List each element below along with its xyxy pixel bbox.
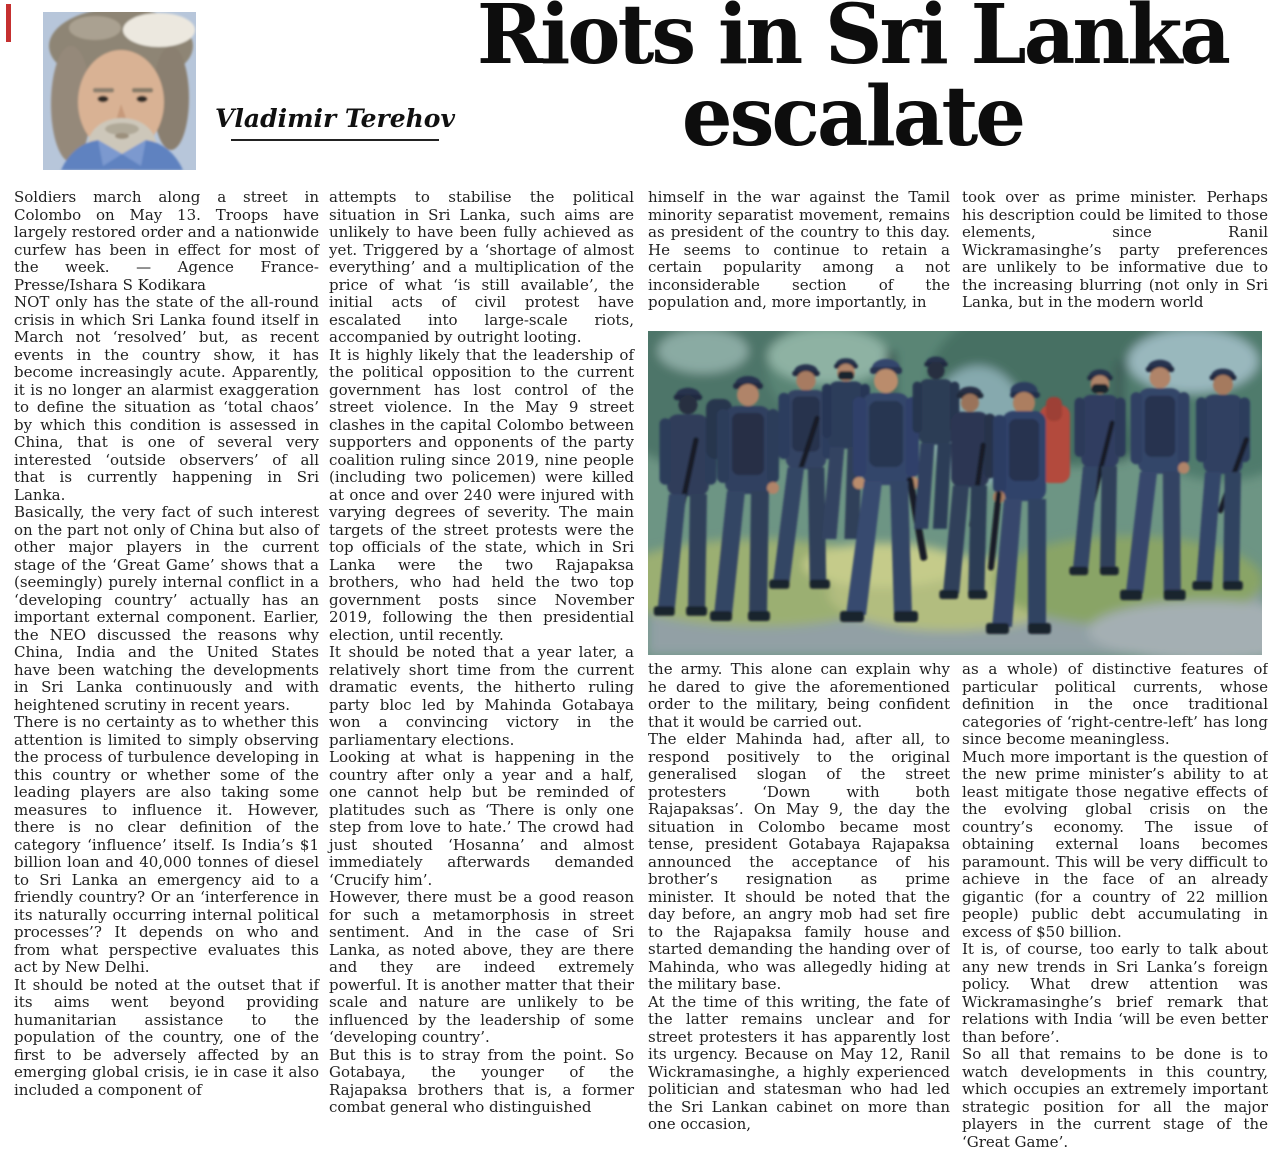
column-3-above-photo [648,189,950,330]
paragraph: However, there must be a good reason for such a metamorphosis in street sentiment. And in the case of Sri Lanka, as noted above, they are there and they are indeed extremely powerful. It is another matter that their scale and nature are unlikely to be influenced by the leadership of some ‘developing country’. [329,888,634,1046]
column-2 [329,189,634,1117]
caption-credit-paragraph: Soldiers march along a street in Colombo on May 13. Troops have largely restored order and a nationwide curfew has been in effect for most of the week. — Agence France-Presse/Ishara S Kodikara [14,188,319,294]
red-margin-mark [6,4,11,42]
paragraph: It should be noted at the outset that if its aims went beyond providing humanitarian assistance to the population of the country, one of the first to be adversely affected by an emerging global crisis, ie in case it also included a component of [14,975,319,1099]
paragraph: the army. This alone can explain why he dared to give the aforementioned order to the military, being confident that it would be carried out. [648,661,950,731]
headline-line1: Riots in Sri Lanka [476,0,1229,83]
paragraph: But this is to stray from the point. So Gotabaya, the younger of the Rajapaksa brothers that is, a former combat general who distinguished [329,1045,634,1116]
column-3-below-photo [648,661,950,1173]
byline-rule [231,139,439,141]
author-portrait-photo [43,12,196,170]
headline-line2: escalate [681,69,1024,165]
headline [430,0,1275,165]
soldiers-march-illustration [648,331,1262,655]
paragraph: So all that remains to be done is to watch developments in this country, which occupies an extremely important strategic position for all the major players in the current stage of the ‘Great Game’. [962,1045,1268,1151]
paragraph: It should be noted that a year later, a relatively short time from the current dramatic events, the hitherto ruling party bloc led by Mahinda Gotabaya won a convincing victory in the parliamentary elections. [329,643,634,749]
paragraph: It is highly likely that the leadership of the political opposition to the current government has lost control of the street violence. In the May 9 street clashes in the capital Colombo between supporters and opponents of the party coalition ruling since 2019, nine people (including two policemen) were killed at once and over 240 were injured with varying degrees of severity. The main targets of the street protests were the top officials of the state, which in Sri Lanka were the two Rajapaksa brothers, who had held the two top government posts since November 2019, following the then presidential election, until recently. [329,345,634,644]
column-4-above-photo [962,189,1268,330]
byline-author-name: Vladimir Terehov [215,104,455,133]
byline [210,104,460,141]
paragraph: Looking at what is happening in the country after only a year and a half, one cannot help but be reminded of platitudes such as ‘There is only one step from love to hate.’ The crowd had just shouted ‘Hosanna’ and almost immediately afterwards demanded ‘Crucify him’. [329,748,634,889]
column-1 [14,189,319,1099]
paragraph: There is no certainty as to whether this attention is limited to simply observing the process of turbulence developing in this country or whether some of the leading players are also taking some measures to influence it. However, there is no clear definition of the category ‘influence’ itself. Is India’s $1 billion loan and 40,000 tonnes of diesel to Sri Lanka an emergency aid to a friendly country? Or an ‘interference in its naturally occurring internal political processes’? It depends on who and from what perspective evaluates this act by New Delhi. [14,713,319,976]
paragraph: The elder Mahinda had, after all, to respond positively to the original generalised slogan of the street protesters ‘Down with both Rajapaksas’. On May 9, the day the situation in Colombo became most tense, president Gotabaya Rajapaksa announced the acceptance of his brother’s resignation as prime minister. It should be noted that the day before, an angry mob had set fire to the Rajapaksa family house and started demanding the handing over of Mahinda, who was allegedly hiding at the military base. [648,730,950,993]
paragraph: Basically, the very fact of such interest on the part not only of China but also of other major players in the current stage of the ‘Great Game’ shows that a (seemingly) purely internal conflict in a ‘developing country’ actually has an important external component. Earlier, the NEO discussed the reasons why China, India and the United States have been watching the developments in Sri Lanka continuously and with heightened scrutiny in recent years. [14,503,319,714]
soldiers-photo [648,331,1262,655]
paragraph: Much more important is the question of the new prime minister’s ability to at least mitigate those negative effects of the evolving global crisis on the country’s economy. The issue of obtaining external loans becomes paramount. This will be very difficult to achieve in the face of an already gigantic (for a country of 22 million people) public debt accumulating in excess of $50 billion. [962,747,1268,941]
paragraph: At the time of this writing, the fate of the latter remains unclear and for street protesters it has apparently lost its urgency. Because on May 12, Ranil Wickramasinghe, a highly experienced politician and statesman who had led the Sri Lankan cabinet on more than one occasion, [648,992,950,1133]
paragraph: himself in the war against the Tamil minority separatist movement, remains as president of the country to this day. He seems to continue to retain a certain popularity among a not inconsiderable section of the population and, more importantly, in [648,189,950,311]
paragraph: It is, of course, too early to talk about any new trends in Sri Lanka’s foreign policy. What drew attention was Wickramasinghe’s brief remark that relations with India ‘will be even better than before’. [962,940,1268,1046]
paragraph: as a whole) of distinctive features of particular political currents, whose definition in the once traditional categories of ‘right-centre-left’ has long since become meaningless. [962,661,1268,748]
paragraph: took over as prime minister. Perhaps his description could be limited to those elements, since Ranil Wickramasinghe’s party preferences are unlikely to be informative due to the increasing blurring (not only in Sri Lanka, but in the modern world [962,189,1268,311]
paragraph: attempts to stabilise the political situation in Sri Lanka, such aims are unlikely to have been fully achieved as yet. Triggered by a ‘shortage of almost everything’ and a multiplication of the price of what ‘is still available’, the initial acts of civil protest have escalated into large-scale riots, accompanied by outright looting. [329,188,634,346]
author-portrait-illustration [43,12,196,170]
column-4-below-photo [962,661,1268,1173]
paragraph: NOT only has the state of the all-round crisis in which Sri Lanka found itself in March not ‘resolved’ but, as recent events in the country show, it has become increasingly acute. Apparently, it is no longer an alarmist exaggeration to define the situation as ‘total chaos’ by which this condition is assessed in China, that is one of several very interested ‘outside observers’ of all that is currently happening in Sri Lanka. [14,293,319,504]
